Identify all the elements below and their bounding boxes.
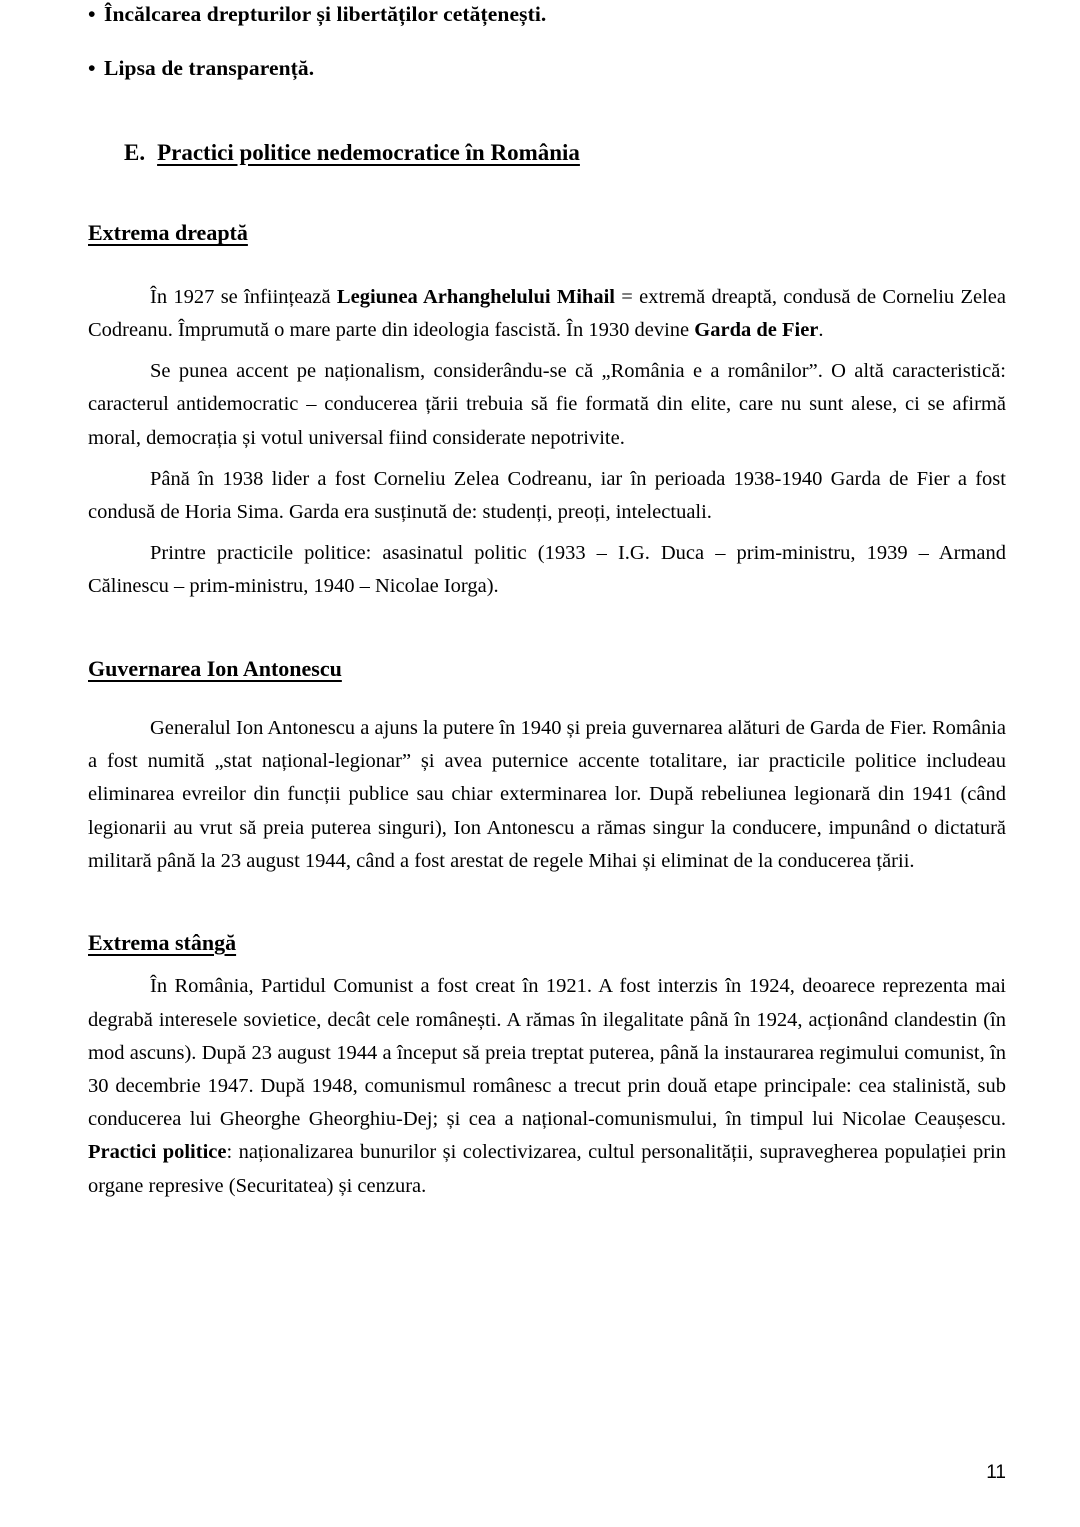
spacer [88, 956, 1006, 970]
subsection-heading-guvernarea-antonescu-wrap [88, 656, 1006, 682]
bullet-icon: • [88, 56, 96, 81]
paragraph [88, 281, 1006, 347]
body-text: = extremă dreaptă, condusă de Corneliu Zelea Codreanu. Împrumută o mare parte din ideologia fascistă. În 1930 devine [88, 285, 1006, 341]
spacer [88, 878, 1006, 930]
spacer [88, 83, 1006, 139]
paragraph [88, 970, 1006, 1202]
subsection-heading-extrema-dreapta: Extrema dreaptă [88, 220, 248, 246]
spacer [88, 247, 1006, 281]
subsection-heading-extrema-stanga-wrap [88, 930, 1006, 956]
emphasis-text: Garda de Fier [694, 318, 819, 341]
list-item [88, 54, 1006, 82]
list-item-text: Încălcarea drepturilor și libertăților cetățenești. [104, 2, 547, 26]
paragraph [88, 537, 1006, 603]
paragraph [88, 355, 1006, 455]
bullet-icon: • [88, 2, 96, 26]
emphasis-text: Legiunea Arhanghelului Mihail [336, 285, 615, 308]
spacer [88, 682, 1006, 712]
section-letter: E. [124, 139, 146, 165]
page-title: Practici politice nedemocratice în România [157, 139, 580, 165]
body-text: Printre practicile politice: asasinatul politic (1933 – I.G. Duca – prim-ministru, 1939 – Armand Călinescu – prim-ministru, 1940 – Nicolae Iorga). [88, 542, 1006, 598]
section-heading [88, 139, 1006, 167]
subsection-heading-extrema-stanga: Extrema stângă [88, 929, 237, 955]
body-text: Până în 1938 lider a fost Corneliu Zelea Codreanu, iar în perioada 1938-1940 Garda de Fier a fost condusă de Horia Sima. Garda era susținută de: studenți, preoți, intelectuali. [88, 467, 1006, 523]
body-text: În 1927 se înființează [150, 285, 337, 308]
bullet-list [88, 0, 1006, 83]
body-text: Generalul Ion Antonescu a ajuns la putere în 1940 și preia guvernarea alături de Garda de Fier. România a fost numită „stat național-legionar” și avea puternice accente totalitare, iar practicile politice includeau eliminarea evreilor din funcții publice sau chiar exterminarea lor. După rebeliunea legionară din 1941 (când legionarii au vrut să preia puterea singuri), Ion Antonescu a rămas singur la conducere, impunând o dictatură militară până la 23 august 1944, când a fost arestat de regele Mihai și eliminat de la conducerea țării. [88, 716, 1006, 872]
document-content [88, 0, 1006, 1203]
paragraph [88, 712, 1006, 878]
emphasis-text: Practici politice [88, 1141, 227, 1164]
body-text: Se punea accent pe naționalism, considerându-se că „România e a românilor”. O altă caracteristică: caracterul antidemocratic – conducerea țării trebuia să fie formată din elite, care nu sunt alese, ci se afirmă moral, democrația și votul universal fiind considerate nepotrivite. [88, 360, 1006, 449]
spacer [88, 166, 1006, 220]
subsection-heading-guvernarea-antonescu: Guvernarea Ion Antonescu [88, 655, 342, 681]
body-text: . [818, 318, 824, 341]
paragraph [88, 463, 1006, 529]
spacer [88, 604, 1006, 656]
list-item [88, 0, 1006, 28]
subsection-heading-extrema-dreapta-wrap [88, 220, 1006, 246]
body-text: În România, Partidul Comunist a fost creat în 1921. A fost interzis în 1924, deoarece reprezenta mai degrabă interesele sovietice, decât cele românești. A rămas în ilegalitate până în 1924, acționând clandestin (în mod ascuns). După 23 august 1944 a început să preia treptat puterea, până la instaurarea regimului comunist, în 30 decembrie 1947. După 1948, comunismul românesc a trecut prin două etape principale: cea stalinistă, sub conducerea lui Gheorghe Gheorghiu-Dej; și cea a național-comunismului, în timpul lui Nicolae Ceaușescu. [88, 975, 1006, 1131]
list-item-text: Lipsa de transparență. [104, 56, 315, 81]
body-text: : naționalizarea bunurilor și colectivizarea, cultul personalității, supravegherea populației prin organe represive (Securitatea) și cenzura. [88, 1141, 1006, 1197]
page-number: 11 [986, 1462, 1006, 1483]
